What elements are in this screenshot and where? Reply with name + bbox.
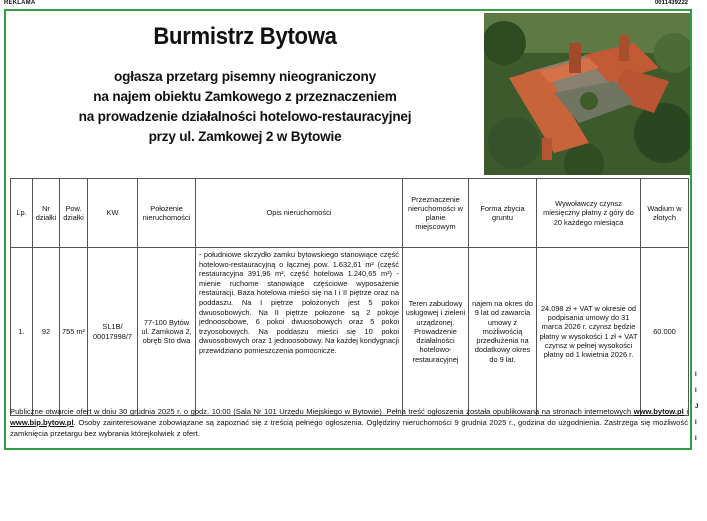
cell-opis: - południowe skrzydło zamku bytowskiego stanowiące część hotelowo-restauracyjną o łącznej pow. 1.632,61 m² (część restauracyjna 391,96 m², część hotelowa 1.240,65 m²) - mienie ruchome stanowiące częściowe wyposażenie restauracji. Baza hotelowa mieści się na I i II piętrze oraz na poddaszu. Na I piętrze położonych jest 5 pokoi dwuosobowych. Na II piętrze położone są 2 pokoje jednoosobowe, 6 pokoi dwuosobowych oraz 5 pokoi trzyosobowych. Na poddaszu mieści się 10 pokoi dwuosobowych oraz 1 jednoosobowy. Na każdej kondygnacji przewidziano pomieszczenia pomocnicze.	[196, 248, 403, 416]
header-pow: Pow. działki	[60, 179, 88, 248]
reklama-label: REKLAMA	[4, 0, 36, 6]
header-kw: KW	[88, 179, 138, 248]
footer-text-2: i	[683, 407, 689, 416]
cell-kw: SL1B/ 00017998/7	[88, 248, 138, 416]
cell-nr: 92	[33, 248, 60, 416]
subtitle-line-1: ogłasza przetarg pisemny nieograniczony	[114, 69, 376, 84]
subtitle-line-3: na prowadzenie działalności hotelowo-restauracyjnej	[78, 109, 412, 124]
side-char-2: I	[695, 388, 697, 394]
header-przeznaczenie: Przeznaczenie nieruchomości w planie miejscowym	[403, 179, 469, 248]
property-table	[10, 178, 689, 416]
castle-aerial-photo	[484, 13, 690, 175]
announcement-title: Burmistrz Bytowa	[153, 23, 337, 50]
header-lp: Lp.	[11, 179, 33, 248]
footer-text-3: . Osoby zainteresowane zobowiązane są zapoznać się z treścią pełnego ogłoszenia. Oględziny nieruchomości 9 grudnia 2025 r., godzina do uzgodnienia. Zastrzega się możliwość zamknięcia przetargu bez wybrania którejkolwiek z ofert.	[10, 418, 688, 438]
cell-czynsz: 24.098 zł + VAT w okresie od podpisania umowy do 31 marca 2026 r. czynsz będzie płatny w wysokości 1 zł + VAT czynsz w pełnej wysokości płatny od 1 kwietnia 2026 r.	[537, 248, 641, 416]
announcement-frame	[4, 9, 692, 450]
link-bip-bytow[interactable]: www.bip.bytow.pl	[10, 418, 74, 427]
cell-wadium: 60.000	[641, 248, 689, 416]
cell-forma: najem na okres do 9 lat od zawarcia umowy z możliwością przedłużenia na dodatkowy okres do 9 lat.	[469, 248, 537, 416]
cell-polozenie: 77-100 Bytów ul. Zamkowa 2, obręb Sto dwa	[138, 248, 196, 416]
side-char-3: J	[695, 404, 699, 410]
table-row	[11, 248, 689, 416]
announcement-heading	[8, 23, 482, 147]
footer-notice	[10, 406, 688, 439]
table-header-row	[11, 179, 689, 248]
footer-text-1: Publiczne otwarcie ofert w dniu 30 grudnia 2025 r. o godz. 10:00 (Sala Nr 101 Urzędu Miejskiego w Bytowie). Pełna treść ogłoszenia została opublikowana na stronach internetowych	[10, 407, 634, 416]
side-char-5: I	[695, 436, 697, 442]
reference-number: 0011439222	[654, 0, 688, 6]
subtitle-line-2: na najem obiektu Zamkowego z przeznaczeniem	[93, 89, 397, 104]
header-czynsz: Wywoławczy czynsz miesięczny płatny z góry do 20 każdego miesiąca	[537, 179, 641, 248]
header-opis: Opis nieruchomości	[196, 179, 403, 248]
cell-pow: 755 m²	[60, 248, 88, 416]
header-forma: Forma zbycia gruntu	[469, 179, 537, 248]
side-char-1: I	[695, 372, 697, 378]
cell-lp: 1.	[11, 248, 33, 416]
header-polozenie: Położenie nieruchomości	[138, 179, 196, 248]
header-wadium: Wadium w złotych	[641, 179, 689, 248]
side-char-4: I	[695, 420, 697, 426]
subtitle-line-4: przy ul. Zamkowej 2 w Bytowie	[148, 129, 342, 144]
header-nr: Nr działki	[33, 179, 60, 248]
cell-przeznaczenie: Teren zabudowy usługowej i zieleni urządzonej. Prowadzenie działalności hotelowo-restauracyjnej	[403, 248, 469, 416]
link-bytow[interactable]: www.bytow.pl	[633, 407, 684, 416]
